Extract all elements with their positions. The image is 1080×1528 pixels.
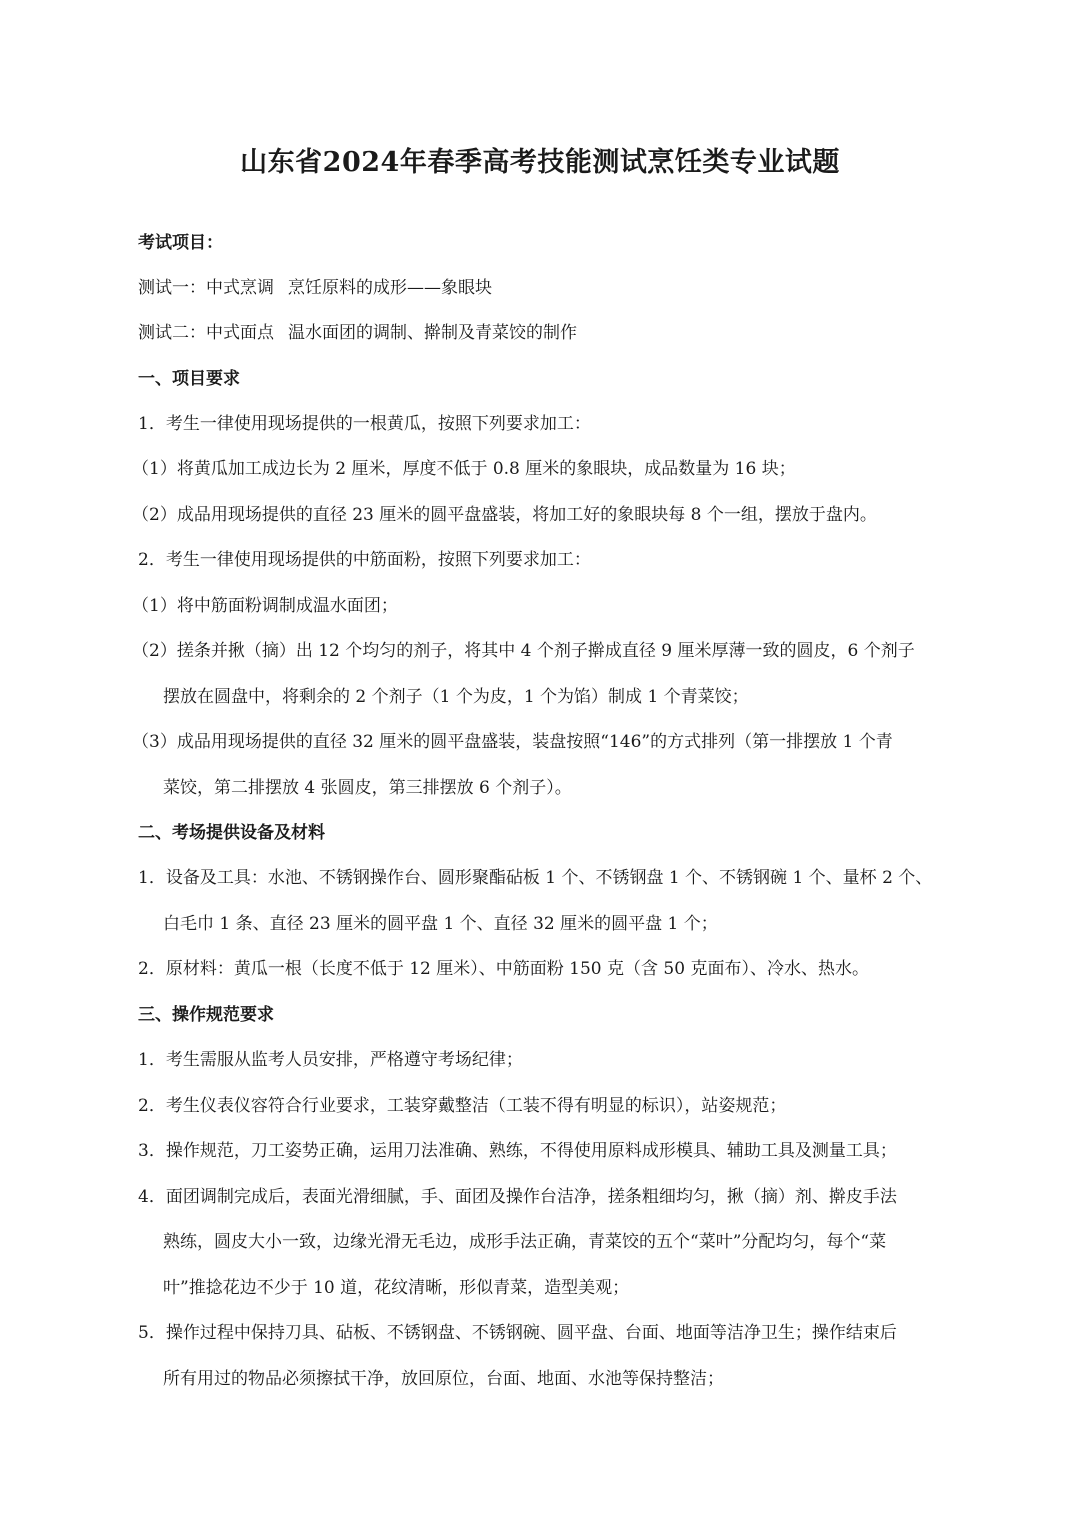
section1-item2: 2．考生一律使用现场提供的中筋面粉，按照下列要求加工： (138, 550, 591, 570)
section3-heading: 三、操作规范要求 (138, 1005, 274, 1025)
test1-line (138, 277, 988, 299)
section1-item2-sub3-line1: （3）成品用现场提供的直径 32 厘米的圆平盘盛装，装盘按照“146”的方式排列（第一排摆放 1 个青 (132, 732, 893, 752)
document-title: 山东省2024年春季高考技能测试烹饪类专业试题 (240, 147, 840, 178)
section2-item1-line2: 白毛巾 1 条、直径 23 厘米的圆平盘 1 个、直径 32 厘米的圆平盘 1 个； (163, 914, 718, 934)
section2-item2: 2．原材料：黄瓜一根（长度不低于 12 厘米）、中筋面粉 150 克（含 50 克面布）、冷水、热水。 (138, 959, 869, 979)
test1-label: 测试一：中式烹调 (138, 278, 274, 298)
exam-items-heading: 考试项目： (138, 233, 223, 253)
section3-item1: 1．考生需服从监考人员安排，严格遵守考场纪律； (138, 1050, 523, 1070)
test2-line (138, 322, 988, 344)
section1-item1: 1．考生一律使用现场提供的一根黄瓜，按照下列要求加工： (138, 414, 591, 434)
section1-item2-sub2-line2: 摆放在圆盘中，将剩余的 2 个剂子（1 个为皮，1 个为馅）制成 1 个青菜饺； (163, 687, 749, 707)
section3-item4-line2: 熟练，圆皮大小一致，边缘光滑无毛边，成形手法正确，青菜饺的五个“菜叶”分配均匀，每个“菜 (163, 1232, 887, 1252)
section3-item5-line1: 5．操作过程中保持刀具、砧板、不锈钢盘、不锈钢碗、圆平盘、台面、地面等洁净卫生；操作结束后 (138, 1323, 897, 1343)
test1-content: 烹饪原料的成形——象眼块 (288, 278, 492, 298)
section3-item2: 2．考生仪表仪容符合行业要求，工装穿戴整洁（工装不得有明显的标识），站姿规范； (138, 1096, 787, 1116)
section3-item4-line1: 4．面团调制完成后，表面光滑细腻，手、面团及操作台洁净，搓条粗细均匀，揪（摘）剂、擀皮手法 (138, 1187, 897, 1207)
section3-item5-line2: 所有用过的物品必须擦拭干净，放回原位，台面、地面、水池等保持整洁； (163, 1369, 724, 1389)
section1-item2-sub1: （1）将中筋面粉调制成温水面团； (132, 596, 398, 616)
test2-content: 温水面团的调制、擀制及青菜饺的制作 (288, 323, 577, 343)
section1-item1-sub2: （2）成品用现场提供的直径 23 厘米的圆平盘盛装，将加工好的象眼块每 8 个一组，摆放于盘内。 (132, 505, 877, 525)
section1-item2-sub2-line1: （2）搓条并揪（摘）出 12 个均匀的剂子，将其中 4 个剂子擀成直径 9 厘米厚薄一致的圆皮，6 个剂子 (132, 641, 915, 661)
section1-item1-sub1: （1）将黄瓜加工成边长为 2 厘米，厚度不低于 0.8 厘米的象眼块，成品数量为 16 块； (132, 459, 796, 479)
section2-heading: 二、考场提供设备及材料 (138, 823, 325, 843)
section3-item4-line3: 叶”推捻花边不少于 10 道，花纹清晰，形似青菜，造型美观； (163, 1278, 630, 1298)
section2-item1-line1: 1．设备及工具：水池、不锈钢操作台、圆形聚酯砧板 1 个、不锈钢盘 1 个、不锈钢碗 1 个、量杯 2 个、 (138, 868, 933, 888)
section1-heading: 一、项目要求 (138, 369, 240, 389)
test2-label: 测试二：中式面点 (138, 323, 274, 343)
section1-item2-sub3-line2: 菜饺，第二排摆放 4 张圆皮，第三排摆放 6 个剂子）。 (163, 778, 572, 798)
section3-item3: 3．操作规范，刀工姿势正确，运用刀法准确、熟练，不得使用原料成形模具、辅助工具及测量工具； (138, 1141, 897, 1161)
